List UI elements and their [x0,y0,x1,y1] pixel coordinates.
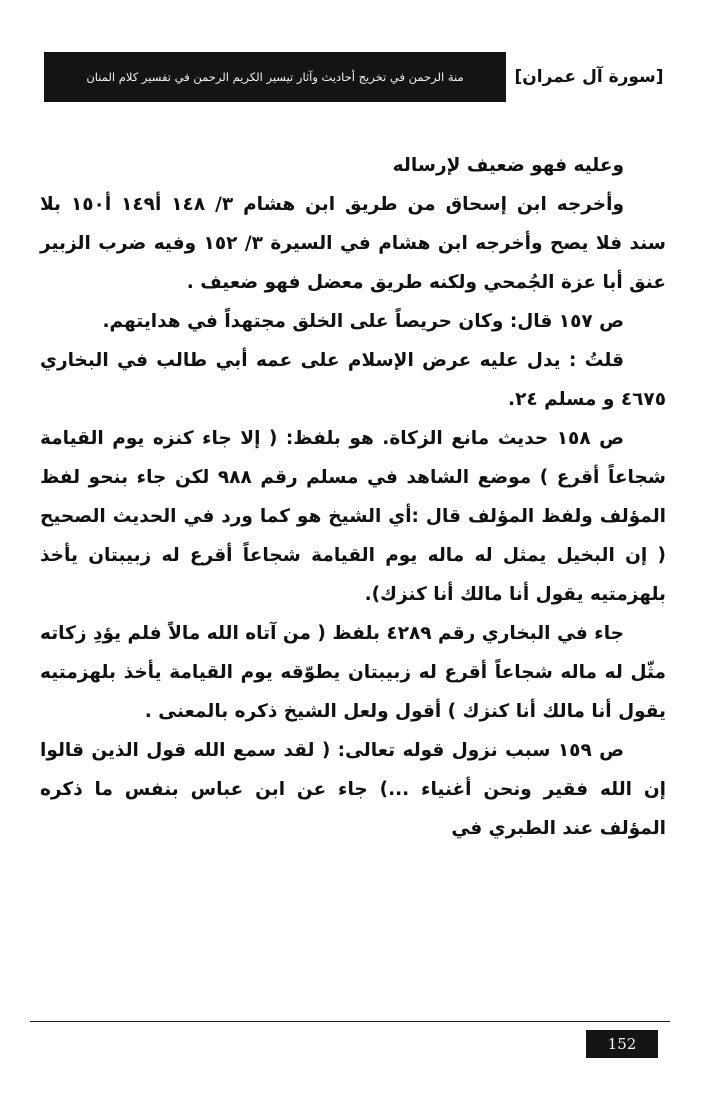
footer-divider [30,1021,670,1022]
paragraph-conclusion: وعليه فهو ضعيف لإرساله [392,155,624,176]
paragraph-qultu: قلتُ : يدل عليه عرض الإسلام على عمه أبي طالب في البخاري ٤٦٧٥ و مسلم ٢٤. [40,350,666,410]
paragraph-page-157: ص ١٥٧ قال: وكان حريصاً على الخلق مجتهداً في هدايتهم. [102,311,624,332]
paragraph-page-158: ص ١٥٨ حديث مانع الزكاة. هو بلفظ: ( إلا جاء كنزه يوم القيامة شجاعاً أقرع ) موضع الشاهد في مسلم رقم ٩٨٨ لكن جاء بنحو لفظ المؤلف ولفظ المؤلف قال :أي الشيخ هو كما ورد في الحديث الصحيح ( إن البخيل يمثل له ماله يوم القيامة شجاعاً أقرع له زبيبتان يأخذ بلهزمتيه يقول أنا مالك أنا كنزك). [40,428,666,605]
running-header [44,52,664,102]
page-body [40,146,666,848]
paragraph-ibn-ishaq: وأخرجه ابن إسحاق من طريق ابن هشام ٣/ ١٤٨ أ١٤٩ أ١٥٠ بلا سند فلا يصح وأخرجه ابن هشام في السيرة ٣/ ١٥٢ وفيه ضرب الزبير عنق أبا عزة الجُمحي ولكنه طريق معضل فهو ضعيف . [40,194,666,293]
paragraph-page-159: ص ١٥٩ سبب نزول قوله تعالى: ( لقد سمع الله قول الذين قالوا إن الله فقير ونحن أغنياء ...) جاء عن ابن عباس بنفس ما ذكره المؤلف عند الطبري في [40,740,666,839]
surah-label: [سورة آل عمران] [514,67,664,87]
paragraph-bukhari-4289: جاء في البخاري رقم ٤٢٨٩ بلفظ ( من آتاه الله مالاً فلم يؤدِ زكاته مثّل له ماله شجاعاً أقرع له زبيبتان يطوّقه يوم القيامة يأخذ بلهزمتيه يقول أنا مالك أنا كنزك ) أقول ولعل الشيخ ذكره بالمعنى . [40,623,666,722]
book-title-banner: منة الرحمن في تخريج أحاديث وآثار تيسير الكريم الرحمن في تفسير كلام المنان [44,52,506,102]
page-number: 152 [586,1030,658,1058]
